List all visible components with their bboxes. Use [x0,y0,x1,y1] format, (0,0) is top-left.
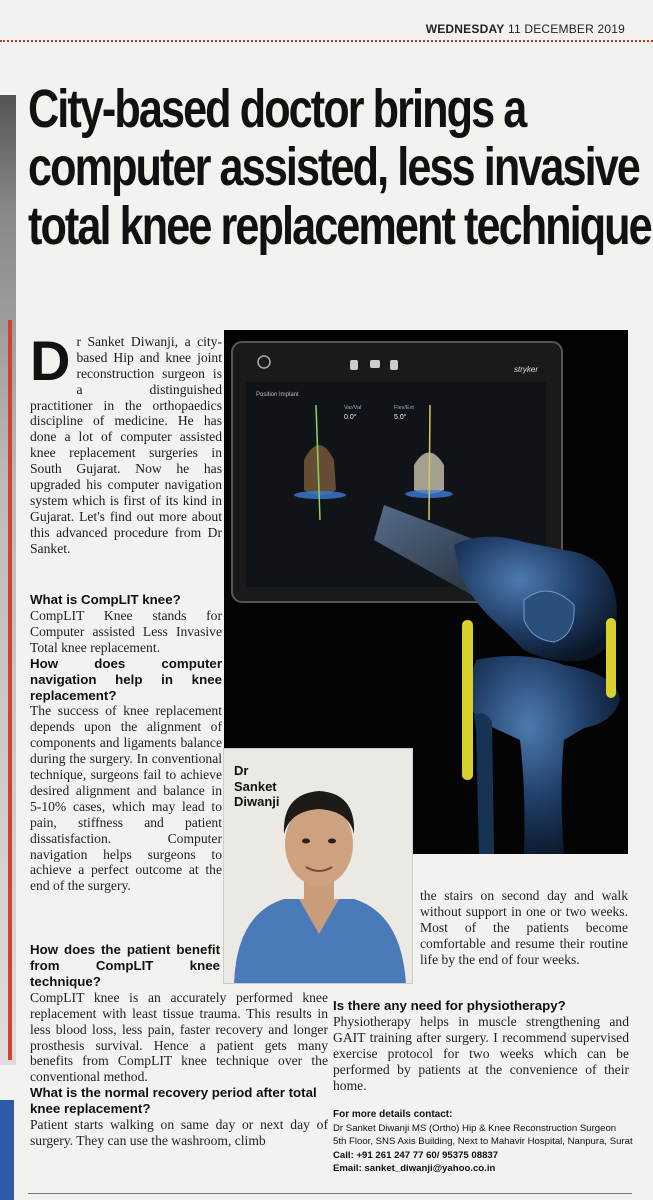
contact-block [333,1108,633,1176]
question-recovery-period: What is the normal recovery period after total knee replacement? [30,1085,317,1117]
answer-navigation: The success of knee replacement depends upon the alignment of components and ligaments balance during the surgery. In conventional technique, surgeons fail to achieve desired alignment and balance in 5-10% cases, which may lead to pain, stiffness and patient dissatisfaction. Computer navigation helps surgeons to achieve a perfect outcome at the end of the surgery. [30,703,222,894]
headline-line-3: total knee replacement technique [28,195,651,256]
headline-line-2: computer assisted, less invasive [28,137,639,198]
var-val-label: Var/Val [344,405,362,411]
contact-phone: Call: +91 261 247 77 60/ 95375 08837 [333,1149,499,1161]
doctor-caption-line-2: Sanket [234,778,277,794]
dateline-date: 11 DECEMBER 2019 [507,22,625,36]
screen-implant-left [294,491,346,499]
dateline-day: WEDNESDAY [425,22,505,36]
answer-recovery-period-part-1: Patient starts walking on same day or next day of surgery. They can use the washroom, climb [30,1117,328,1148]
answer-what-is-complit: CompLIT Knee stands for Computer assisted Less Invasive Total knee replacement. [30,607,222,655]
implant-rod-left [462,620,473,780]
status-icon-1 [350,360,358,370]
dotted-divider [0,40,653,42]
adjacent-page-red-strip [8,320,12,1060]
question-what-is-complit: What is CompLIT knee? [30,592,181,607]
contact-address: 5th Floor, SNS Axis Building, Next to Mahavir Hospital, Nanpura, Surat [333,1136,633,1148]
contact-name: Dr Sanket Diwanji MS (Ortho) Hip & Knee Reconstruction Surgeon [333,1123,617,1134]
answer-recovery-period-part-2: the stairs on second day and walk without support in one or two weeks. Most of the patients become comfortable and resume their routine life by the end of four weeks. [420,888,628,967]
left-column-upper [30,592,222,894]
answer-physiotherapy: Physiotherapy helps in muscle strengthening and GAIT training after surgery. I recommend supervised exercise protocol for two weeks which can be performed by patients at the convenience of their home. [333,1013,629,1093]
physiotherapy-block [333,998,629,1093]
contact-email: Email: sanket_diwanji@yahoo.co.in [333,1163,496,1175]
intro-paragraph [30,329,222,556]
flex-ext-value: 5.0° [394,414,407,421]
adjacent-page-blue-strip [0,1100,14,1200]
question-physiotherapy: Is there any need for physiotherapy? [333,998,566,1013]
doctor-caption-line-1: Dr [234,763,249,778]
screen-axis-right [429,405,430,520]
dateline [426,22,625,36]
answer-patient-benefit: CompLIT knee is an accurately performed knee replacement with least tissue trauma. This results in less blood loss, less pain, faster recovery and longer prosthesis survival. Hence a patient gets many benefits from CompLIT knee technique over the conventional method. [30,989,328,1085]
status-icon-2 [370,360,380,368]
flex-ext-label: Flex/Ext [394,405,414,411]
question-patient-benefit: How does the patient benefit from CompLIT knee technique? [30,942,220,989]
screen-title: Position Implant [256,392,299,398]
right-column-continuation [420,888,628,967]
contact-title: For more details contact: [333,1109,453,1120]
bottom-divider [28,1193,632,1194]
question-navigation: How does computer navigation help in knee replacement? [30,655,222,703]
status-icon-3 [390,360,398,370]
intro-text: r Sanket Diwanji, a city-based Hip and knee joint reconstruction surgeon is a distinguished practitioner in the orthopaedics discipline of medicine. He has done a lot of computer assisted knee replacement surgeries in South Gujarat. Now he has upgraded his computer navigation system which is first of its kind in Gujarat. Let's find out more about this advanced procedure from Dr Sanket. [30,334,222,556]
var-val-value: 0.0° [344,414,357,421]
headline-line-1: City-based doctor brings a [28,79,526,139]
doctor-caption [234,763,280,810]
headline [28,79,651,256]
implant-rod-right [606,618,616,698]
doctor-caption-line-3: Diwanji [234,794,280,810]
doctor-portrait [223,748,413,984]
screen-brand: stryker [514,365,538,374]
drop-cap: D [30,329,71,392]
